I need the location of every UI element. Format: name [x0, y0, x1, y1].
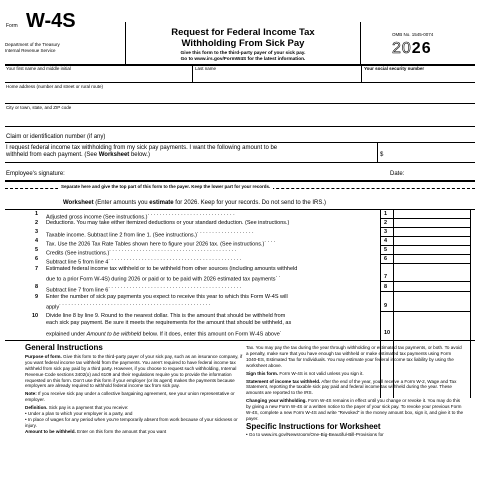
ws-line-text: Divide line 8 by line 9. Round to the nearest dollar. This is the amount that should be withheld from each sick pay payment. Be sure it meets the requirements for the amount that should be withheld, as explained under Amount to be withheld below. If it does, enter this amount on Form W-4S above.: [46, 313, 292, 337]
amount-paragraph: Amount to be withheld. Enter on this form the amount that you want: [25, 428, 167, 434]
ws-line-box: 4: [384, 238, 388, 244]
title-line-1: Request for Federal Income Tax: [171, 27, 315, 38]
dollar-sign: $: [380, 152, 384, 158]
year-bold: 26: [411, 40, 432, 57]
department-text: [5, 42, 125, 53]
request-statement: [6, 145, 376, 159]
address-label: Home address (number and street or rural route): [6, 84, 104, 89]
list-item: • In place of wages for any period when you're temporarily absent from work because of your sickness or injury.: [25, 416, 238, 428]
last-name-label: Last name: [195, 66, 217, 71]
tax-year: [392, 40, 432, 58]
tax-paragraph: Tax. You may pay the tax during the year through withholding or estimated tax payments, or both. To avoid a penalty, make sure that you have enough tax withheld or make estimated tax payments using Form 1040-ES, Estimated Tax for Individuals. You may estimate your federal income tax liability by using the worksheet above.: [246, 345, 462, 368]
signature-label: Employee's signature:: [6, 171, 65, 177]
general-instructions: [25, 345, 243, 437]
list-item: • Under a plan to which your employer is a party, and: [25, 411, 133, 417]
request-line-1: I request federal income tax withholding from my sick pay payments. I want the following amount to be: [6, 145, 278, 151]
ws-line-box: 3: [384, 229, 388, 235]
ws-line-number: 1: [35, 211, 39, 217]
date-label: Date:: [390, 171, 405, 177]
ws-line-number: 8: [35, 284, 39, 290]
claim-label: Claim or identification number (if any): [6, 134, 106, 140]
ws-line-box: 1: [384, 211, 388, 217]
ws-line-box: 9: [384, 303, 388, 309]
ws-line-number: 2: [35, 220, 39, 226]
request-line-2: withheld from each payment. (See Worksheet below.): [6, 152, 150, 158]
ws-line-number: 6: [35, 256, 39, 262]
ws-line-text: Estimated federal income tax withheld or to be withheld from other sources (including amounts withheld due to a prior Form W-4S) during 2026 or paid or to be paid with 2026 estimated tax payments. .: [46, 266, 298, 283]
omb-number: OMB No. 1545-0074: [392, 32, 434, 37]
department-line: Department of the Treasury: [5, 42, 60, 47]
subtitle-website: Go to www.irs.gov/FormW4S for the latest information.: [180, 57, 306, 62]
definition-list: [25, 411, 243, 429]
general-instructions-heading: General Instructions: [25, 343, 103, 352]
ws-line-number: 9: [35, 294, 39, 300]
note-paragraph: Note: If you receive sick pay under a collective bargaining agreement, see your union representative or employer.: [25, 391, 235, 403]
ws-line-text: Credits (See instructions.). . . . . . . . . . . . . . . . . . . . . . . . . . . . . . . . . . . . . . . . . .: [46, 247, 237, 257]
ws-line-box: 6: [384, 256, 388, 262]
specific-paragraph: • Go to www.irs.gov/Newsroom/One-Big-Beautiful-Bill-Provisions for: [246, 431, 384, 437]
ws-line-box: 5: [384, 247, 388, 253]
ws-line-text: Taxable income. Subtract line 2 from line 1. (See instructions.). . . . . . . . . . . . . . . . . . .: [46, 229, 254, 239]
ws-line-text: Subtract line 5 from line 4. . . . . . . . . . . . . . . . . . . . . . . . . . . . . . . . . . . . . . . . . . . .: [46, 256, 242, 266]
title-line-2: Withholding From Sick Pay: [181, 38, 305, 49]
city-label: City or town, state, and ZIP code: [6, 105, 72, 110]
subtitle-give: Give this form to the third-party payer of your sick pay.: [180, 51, 306, 56]
ws-line-number: 5: [35, 247, 39, 253]
ws-line-number: 4: [35, 238, 39, 244]
ws-line-box: 2: [384, 220, 388, 226]
ws-line-text: Adjusted gross income (See instructions.). . . . . . . . . . . . . . . . . . . . . . . . . . . . .: [46, 211, 235, 221]
separator-text: Separate here and give the top part of this form to the payer. Keep the lower part for your records.: [58, 184, 273, 190]
ws-line-box: 10: [384, 330, 391, 336]
ws-line-number: 10: [32, 313, 39, 319]
form-title: [128, 27, 358, 49]
year-outline: 20: [392, 40, 412, 57]
agency-line: Internal Revenue Service: [5, 47, 56, 53]
ws-line-text: Deductions. You may take either itemized deductions or your standard deduction. (See instructions.): [46, 220, 290, 226]
sign-paragraph: Sign this form. Form W-4S is not valid unless you sign it.: [246, 370, 364, 376]
ws-line-box: 8: [384, 284, 388, 290]
ws-line-text: Enter the number of sick pay payments you expect to receive this year to which this Form W-4S will apply. . . . . . . . . . . . . . . . . . . . . . . . . . . . . . . . . . . . . . . . . . . . . . . . . .: [46, 294, 288, 311]
specific-instructions-heading: Specific Instructions for Worksheet: [246, 421, 381, 431]
right-column-instructions: [246, 345, 464, 440]
ws-line-box: 7: [384, 274, 388, 280]
first-name-label: Your first name and middle initial: [6, 66, 71, 71]
purpose-paragraph: Purpose of form. Give this form to the third-party payer of your sick pay, such as an insurance company, if you want federal income tax withheld from the payments. You aren't required to have federal income tax withheld from sick pay paid by a third party. However, if you choose to request such withholding, Internal Revenue Code sections 3402(o) and 6109 and their regulations require you to provide the information requested on this form. Don't use this form if your employer (or its agent) makes the payments because employers are already required to withhold federal income tax from sick pay.: [25, 353, 243, 389]
ws-line-number: 3: [35, 229, 39, 235]
worksheet-header: Worksheet (Enter amounts you estimate for 2026. Keep for your records. Do not send to the IRS.): [63, 200, 327, 206]
form-number: W-4S: [26, 10, 76, 32]
statement-paragraph: Statement of income tax withheld. After the end of the year, you'll receive a Form W-2, Wage and Tax Statement, reporting the taxable sick pay paid and federal income tax withheld during the year. These amounts are reported to the IRS.: [246, 378, 457, 396]
ws-line-text: Tax. Use the 2026 Tax Rate Tables shown here to figure your 2026 tax. (See instructions.). . . .: [46, 238, 276, 248]
definition-paragraph: Definition. Sick pay is a payment that you receive:: [25, 405, 129, 411]
form-word: Form: [6, 23, 18, 29]
ssn-label: Your social security number: [364, 66, 425, 71]
ws-line-number: 7: [35, 266, 39, 272]
changing-paragraph: Changing your withholding. Form W-4S remains in effect until you change or revoke it. You may do this by giving a new Form W-4S or a written notice to the payer of your sick pay. To revoke your previous Form W-4S, complete a new Form W-4S and write "Revoked" in the money amount box, sign it, and give it to the payer.: [246, 398, 464, 421]
ws-line-text: Subtract line 7 from line 6. . . . . . . . . . . . . . . . . . . . . . . . . . . . . . . . . . . . . . . . . . . .: [46, 284, 242, 294]
